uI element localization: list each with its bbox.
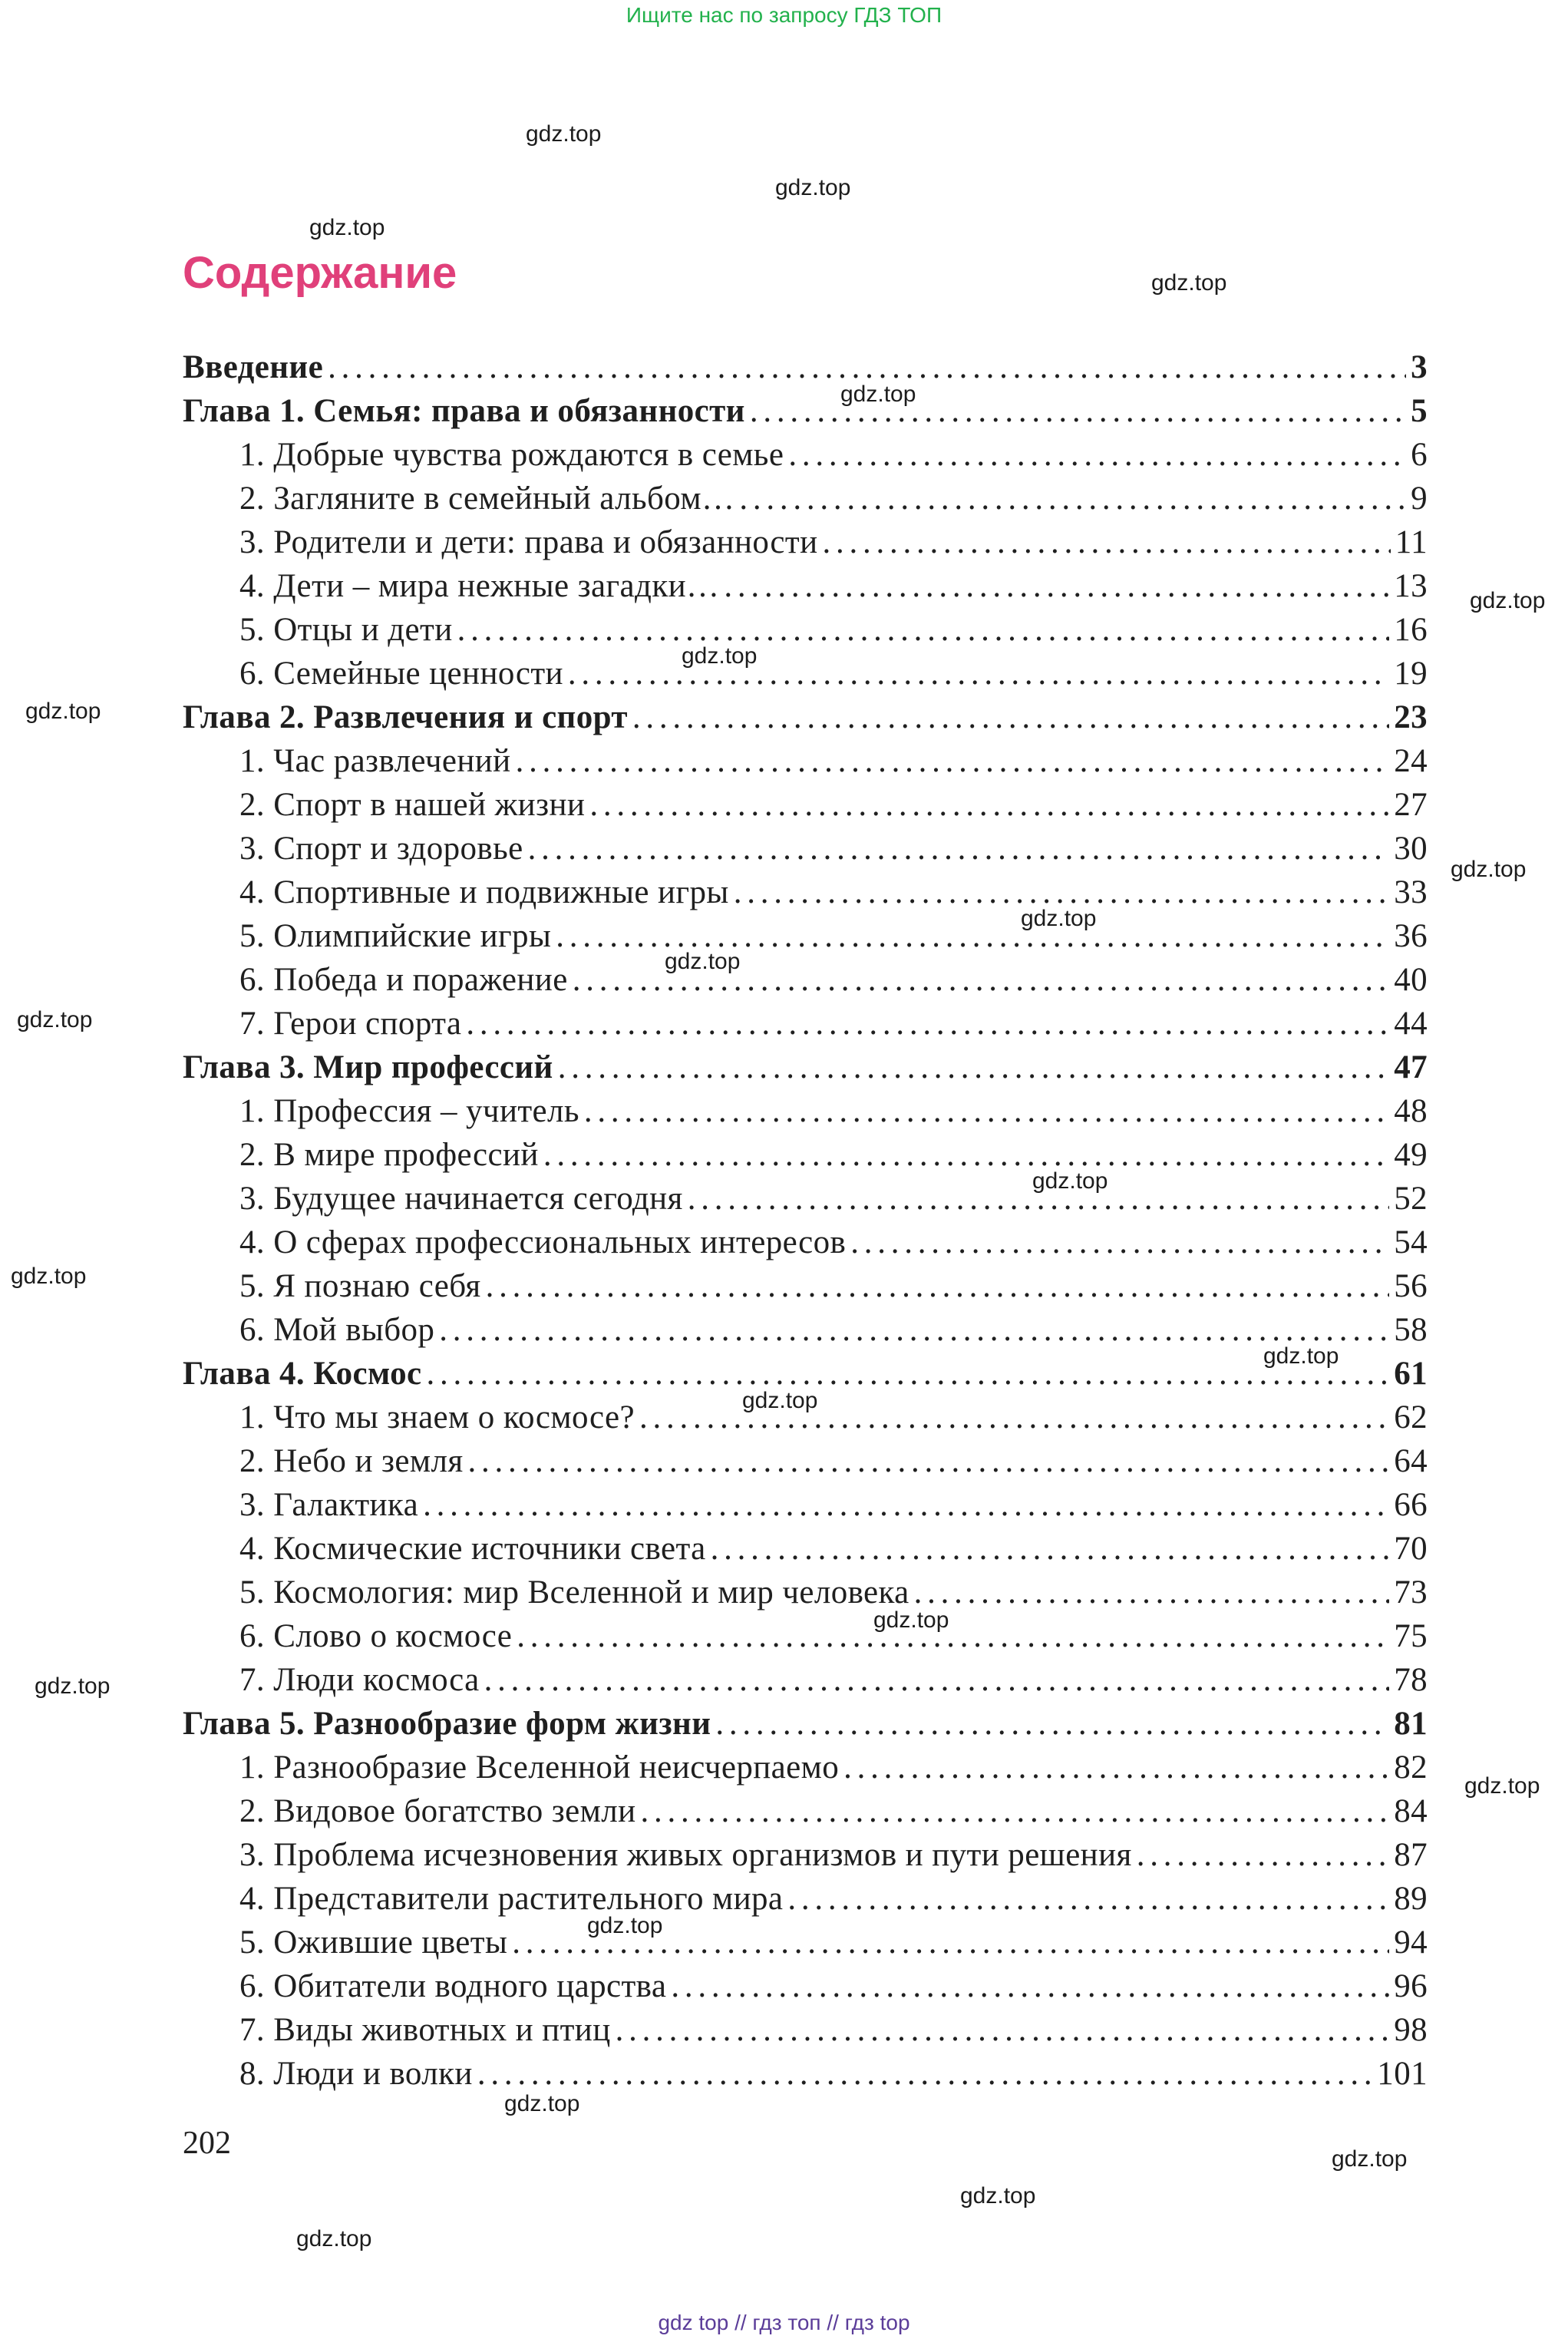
- toc-section-row: [183, 564, 1428, 608]
- dot-leader: [914, 1571, 1390, 1614]
- toc-section-row: [183, 1308, 1428, 1352]
- dot-leader: [734, 871, 1390, 914]
- toc-section-row: [183, 1002, 1428, 1046]
- toc-entry-page: 27: [1394, 787, 1428, 823]
- toc-section-row: [183, 1789, 1428, 1833]
- toc-section-row: [183, 477, 1428, 520]
- watermark: gdz.top: [11, 1264, 87, 1289]
- dot-leader: [641, 1789, 1390, 1833]
- page-number: 202: [183, 2126, 231, 2161]
- toc-entry-page: 24: [1394, 743, 1428, 779]
- toc-entry-title: Введение: [183, 349, 324, 385]
- toc-entry-page: 44: [1394, 1006, 1428, 1042]
- toc-chapter-row: [183, 1702, 1428, 1746]
- toc-entry-title: 3. Галактика: [239, 1487, 419, 1523]
- watermark: gdz.top: [840, 382, 916, 407]
- dot-leader: [573, 958, 1389, 1002]
- toc-entry-page: 13: [1394, 568, 1428, 604]
- dot-leader: [512, 1921, 1389, 1964]
- toc-entry-page: 40: [1394, 962, 1428, 998]
- toc-entry-page: 96: [1394, 1968, 1428, 2004]
- toc-entry-page: 73: [1394, 1574, 1428, 1611]
- watermark: gdz.top: [35, 1673, 111, 1699]
- dot-leader: [788, 433, 1406, 477]
- watermark: gdz.top: [526, 121, 602, 147]
- toc-entry-page: 36: [1394, 918, 1428, 954]
- toc-entry-title: 6. Мой выбор: [239, 1312, 435, 1348]
- toc-section-row: [183, 1483, 1428, 1527]
- toc-section-row: [183, 2052, 1428, 2096]
- toc-section-row: [183, 1264, 1428, 1308]
- watermark: gdz.top: [1151, 270, 1227, 296]
- dot-leader: [568, 652, 1389, 695]
- toc-entry-title: 4. Космические источники света: [239, 1531, 706, 1567]
- toc-entry-page: 82: [1394, 1749, 1428, 1786]
- toc-chapter-row: [183, 389, 1428, 433]
- toc-entry-page: 62: [1394, 1399, 1428, 1435]
- toc-entry-page: 101: [1377, 2056, 1428, 2092]
- dot-leader: [486, 1264, 1390, 1308]
- dot-leader: [556, 914, 1389, 958]
- toc-section-row: [183, 1177, 1428, 1221]
- toc-section-row: [183, 2008, 1428, 2052]
- dot-leader: [584, 1089, 1389, 1133]
- toc-entry-title: 2. Небо и земля: [239, 1443, 464, 1479]
- dot-leader: [632, 695, 1389, 739]
- toc-section-row: [183, 1527, 1428, 1571]
- toc-entry-title: 5. Отцы и дети: [239, 612, 453, 648]
- dot-leader: [1137, 1833, 1390, 1877]
- toc-entry-page: 49: [1394, 1137, 1428, 1173]
- toc-entry-title: 4. Представители растительного мира: [239, 1881, 784, 1917]
- toc-entry-title: 1. Разнообразие Вселенной неисчерпаемо: [239, 1749, 840, 1786]
- toc-entry-title: 2. В мире профессий: [239, 1137, 539, 1173]
- watermark: gdz.top: [1032, 1168, 1108, 1194]
- toc-entry-page: 16: [1394, 612, 1428, 648]
- toc-entry-page: 94: [1394, 1924, 1428, 1961]
- dot-leader: [688, 1177, 1389, 1221]
- toc-entry-title: 4. О сферах профессиональных интересов: [239, 1224, 847, 1260]
- toc-entry-page: 3: [1411, 349, 1428, 385]
- watermark: gdz.top: [960, 2183, 1036, 2209]
- toc-section-row: [183, 1877, 1428, 1921]
- toc-entry-page: 66: [1394, 1487, 1428, 1523]
- watermark: gdz.top: [296, 2226, 372, 2251]
- dot-leader: [439, 1308, 1389, 1352]
- watermark: gdz.top: [1332, 2146, 1408, 2172]
- toc-entry-page: 23: [1394, 699, 1428, 735]
- dot-leader: [739, 477, 1406, 520]
- toc-section-row: [183, 739, 1428, 783]
- dot-leader: [457, 608, 1390, 652]
- toc-entry-page: 81: [1394, 1706, 1428, 1742]
- toc-entry-page: 19: [1394, 656, 1428, 692]
- toc-entry-title: 6. Победа и поражение: [239, 962, 568, 998]
- toc-chapter-row: [183, 345, 1428, 389]
- dot-leader: [589, 783, 1389, 827]
- toc-section-row: [183, 914, 1428, 958]
- toc-section-row: [183, 1396, 1428, 1439]
- toc-entry-page: 5: [1411, 393, 1428, 429]
- toc-section-row: [183, 871, 1428, 914]
- toc-entry-page: 11: [1395, 524, 1428, 560]
- toc-chapter-row: [183, 695, 1428, 739]
- toc-section-row: [183, 1089, 1428, 1133]
- dot-leader: [558, 1046, 1389, 1089]
- toc-entry-title: 5. Космология: мир Вселенной и мир человека: [239, 1574, 909, 1611]
- toc-entry-title: 3. Спорт и здоровье: [239, 831, 523, 867]
- dot-leader: [466, 1002, 1389, 1046]
- toc-chapter-row: [183, 1352, 1428, 1396]
- watermark: gdz.top: [1263, 1343, 1339, 1369]
- toc-entry-title: 7. Виды животных и птиц: [239, 2012, 611, 2048]
- toc-section-row: [183, 608, 1428, 652]
- toc-entry-page: 75: [1394, 1618, 1428, 1654]
- watermark: gdz.top: [587, 1913, 663, 1938]
- toc-entry-page: 48: [1394, 1093, 1428, 1129]
- watermark: gdz.top: [1464, 1773, 1540, 1799]
- toc-entry-title: 5. Олимпийские игры: [239, 918, 552, 954]
- toc-entry-page: 84: [1394, 1793, 1428, 1829]
- toc-entry-title: 3. Будущее начинается сегодня: [239, 1181, 683, 1217]
- toc-entry-page: 78: [1394, 1662, 1428, 1698]
- toc-entry-title: 5. Я познаю себя: [239, 1268, 481, 1304]
- toc-entry-page: 9: [1411, 481, 1428, 517]
- toc-entry-page: 98: [1394, 2012, 1428, 2048]
- dot-leader: [639, 1396, 1389, 1439]
- toc-section-row: [183, 520, 1428, 564]
- toc-entry-title: 2. Загляните в семейный альбом…: [239, 481, 735, 517]
- dot-leader: [484, 1658, 1390, 1702]
- toc-entry-title: Глава 3. Мир профессий: [183, 1049, 553, 1085]
- watermark: gdz.top: [504, 2091, 580, 2116]
- dot-leader: [843, 1746, 1389, 1789]
- watermark: gdz.top: [309, 215, 385, 240]
- dot-leader: [724, 564, 1389, 608]
- dot-leader: [715, 1702, 1389, 1746]
- toc-section-row: [183, 652, 1428, 695]
- toc-section-row: [183, 1439, 1428, 1483]
- toc-entry-title: 3. Проблема исчезновения живых организмов и пути решения: [239, 1837, 1132, 1873]
- dot-leader: [427, 1352, 1390, 1396]
- toc-section-row: [183, 1221, 1428, 1264]
- dot-leader: [528, 827, 1390, 871]
- table-of-contents: [183, 345, 1428, 2096]
- toc-chapter-row: [183, 1046, 1428, 1089]
- watermark: gdz.top: [1451, 857, 1527, 882]
- toc-section-row: [183, 1746, 1428, 1789]
- toc-entry-title: 1. Добрые чувства рождаются в семье: [239, 437, 784, 473]
- dot-leader: [850, 1221, 1389, 1264]
- toc-entry-title: 1. Что мы знаем о космосе?: [239, 1399, 635, 1435]
- dot-leader: [516, 739, 1390, 783]
- toc-entry-page: 89: [1394, 1881, 1428, 1917]
- toc-entry-title: 7. Люди космоса: [239, 1662, 480, 1698]
- toc-section-row: [183, 958, 1428, 1002]
- toc-section-row: [183, 1658, 1428, 1702]
- toc-entry-title: 6. Обитатели водного царства: [239, 1968, 667, 2004]
- toc-section-row: [183, 1964, 1428, 2008]
- dot-leader: [517, 1614, 1389, 1658]
- watermark: gdz.top: [775, 175, 851, 200]
- toc-entry-title: 5. Ожившие цветы: [239, 1924, 508, 1961]
- toc-entry-page: 33: [1394, 874, 1428, 910]
- dot-leader: [787, 1877, 1389, 1921]
- dot-leader: [671, 1964, 1389, 2008]
- toc-entry-title: 1. Час развлечений: [239, 743, 511, 779]
- toc-entry-title: 2. Спорт в нашей жизни: [239, 787, 586, 823]
- watermark: gdz.top: [25, 699, 101, 724]
- toc-section-row: [183, 827, 1428, 871]
- dot-leader: [823, 520, 1391, 564]
- dot-leader: [543, 1133, 1389, 1177]
- toc-entry-title: Глава 1. Семья: права и обязанности: [183, 393, 745, 429]
- toc-entry-title: Глава 2. Развлечения и спорт: [183, 699, 628, 735]
- toc-entry-page: 47: [1394, 1049, 1428, 1085]
- toc-entry-title: 6. Семейные ценности: [239, 656, 563, 692]
- dot-leader: [468, 1439, 1390, 1483]
- toc-section-row: [183, 1833, 1428, 1877]
- toc-entry-page: 54: [1394, 1224, 1428, 1260]
- toc-section-row: [183, 433, 1428, 477]
- toc-entry-page: 87: [1394, 1837, 1428, 1873]
- toc-entry-page: 52: [1394, 1181, 1428, 1217]
- toc-entry-title: 3. Родители и дети: права и обязанности: [239, 524, 818, 560]
- toc-section-row: [183, 1614, 1428, 1658]
- toc-entry-page: 70: [1394, 1531, 1428, 1567]
- watermark: gdz.top: [665, 949, 741, 974]
- footer-links[interactable]: gdz top // гдз топ // гдз top: [658, 2311, 910, 2334]
- dot-leader: [328, 345, 1406, 389]
- toc-entry-page: 6: [1411, 437, 1428, 473]
- toc-entry-title: 6. Слово о космосе: [239, 1618, 513, 1654]
- toc-entry-title: Глава 4. Космос: [183, 1356, 422, 1392]
- toc-entry-title: 8. Люди и волки: [239, 2056, 473, 2092]
- dot-leader: [423, 1483, 1389, 1527]
- watermark: gdz.top: [17, 1007, 93, 1032]
- toc-entry-title: Глава 5. Разнообразие форм жизни: [183, 1706, 711, 1742]
- toc-entry-title: 2. Видовое богатство земли: [239, 1793, 636, 1829]
- watermark: gdz.top: [1470, 588, 1546, 613]
- toc-section-row: [183, 1133, 1428, 1177]
- toc-entry-page: 56: [1394, 1268, 1428, 1304]
- toc-entry-title: 4. Спортивные и подвижные игры: [239, 874, 729, 910]
- watermark: gdz.top: [873, 1607, 949, 1633]
- watermark: gdz.top: [682, 643, 758, 669]
- toc-entry-page: 64: [1394, 1443, 1428, 1479]
- dot-leader: [750, 389, 1406, 433]
- toc-section-row: [183, 1921, 1428, 1964]
- toc-section-row: [183, 783, 1428, 827]
- watermark: gdz.top: [742, 1388, 818, 1413]
- toc-entry-page: 30: [1394, 831, 1428, 867]
- dot-leader: [711, 1527, 1390, 1571]
- page-title: Содержание: [183, 248, 457, 298]
- dot-leader: [477, 2052, 1372, 2096]
- toc-entry-page: 58: [1394, 1312, 1428, 1348]
- watermark: gdz.top: [1021, 906, 1097, 931]
- top-banner[interactable]: Ищите нас по запросу ГДЗ ТОП: [626, 3, 942, 27]
- toc-entry-title: 4. Дети – мира нежные загадки…: [239, 568, 720, 604]
- toc-entry-title: 1. Профессия – учитель: [239, 1093, 579, 1129]
- toc-entry-title: 7. Герои спорта: [239, 1006, 462, 1042]
- toc-section-row: [183, 1571, 1428, 1614]
- dot-leader: [616, 2008, 1390, 2052]
- toc-entry-page: 61: [1394, 1356, 1428, 1392]
